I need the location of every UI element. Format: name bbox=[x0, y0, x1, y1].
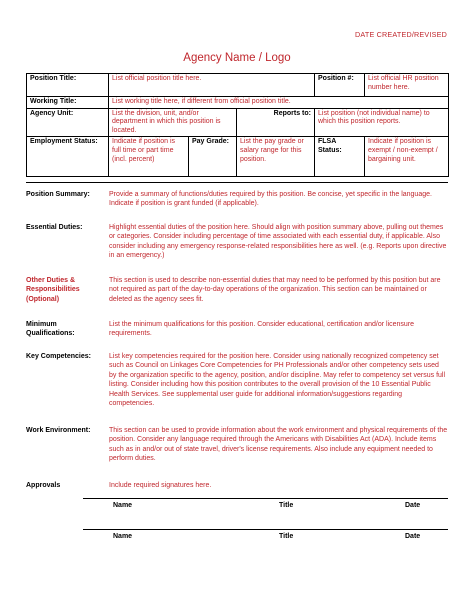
signature-title-label: Title bbox=[279, 533, 294, 540]
signature-name-label: Name bbox=[113, 533, 133, 540]
position-number-value: List official HR position number here. bbox=[365, 74, 449, 97]
minimum-qualifications-label: Minimum Qualifications: bbox=[26, 321, 75, 338]
working-title-value: List working title here, if different from official position title. bbox=[109, 97, 449, 109]
section-divider bbox=[26, 182, 448, 183]
pay-grade-value: List the pay grade or salary range for this position. bbox=[237, 137, 315, 177]
other-duties-text: This section is used to describe non-essential duties that may need to be performed by this position but are not required as part of the day-to-day operations of the organization. This section can be maintained or deleted as the agency sees fit. bbox=[109, 277, 441, 303]
signature-date-label: Date bbox=[405, 533, 421, 540]
position-title-label: Position Title: bbox=[27, 74, 109, 97]
approvals-text: Include required signatures here. bbox=[109, 482, 212, 489]
table-row bbox=[27, 74, 449, 97]
working-title-label: Working Title: bbox=[27, 97, 109, 109]
employment-status-label: Employment Status: bbox=[27, 137, 109, 177]
position-number-label: Position #: bbox=[315, 74, 365, 97]
position-summary-label: Position Summary: bbox=[26, 191, 90, 198]
flsa-status-value: Indicate if position is exempt / non-exempt / bargaining unit. bbox=[365, 137, 449, 177]
approvals-label: Approvals bbox=[26, 482, 61, 489]
position-info-table bbox=[26, 73, 449, 177]
signature-line[interactable] bbox=[83, 498, 448, 499]
work-environment-label: Work Environment: bbox=[26, 427, 91, 434]
pay-grade-label: Pay Grade: bbox=[189, 137, 237, 177]
agency-unit-value: List the division, unit, and/or department in which this position is located. bbox=[109, 108, 237, 137]
agency-name-logo: Agency Name / Logo bbox=[183, 52, 291, 64]
flsa-status-label: FLSA Status: bbox=[315, 137, 365, 177]
reports-to-value: List position (not individual name) to which this position reports. bbox=[315, 108, 449, 137]
reports-to-label: Reports to: bbox=[237, 108, 315, 137]
work-environment-text: This section can be used to provide information about the work environment and physical requirements of the position. Consider any language required through the Americans with Disabilities Act (ADA). Include items such as in and/or out of state travel, driver's license requirements. Also include any equipment needed to perform duties. bbox=[109, 427, 448, 463]
signature-name-label: Name bbox=[113, 502, 133, 509]
table-row bbox=[27, 97, 449, 109]
other-duties-label: Other Duties & Responsibilities (Optional) bbox=[26, 277, 80, 303]
position-title-value: List official position title here. bbox=[109, 74, 315, 97]
essential-duties-label: Essential Duties: bbox=[26, 224, 83, 231]
key-competencies-label: Key Competencies: bbox=[26, 353, 91, 360]
table-row bbox=[27, 108, 449, 137]
employment-status-value: Indicate if position is full time or part time (incl. percent) bbox=[109, 137, 189, 177]
essential-duties-text: Highlight essential duties of the position here. Should align with position summary above, pulling out themes or categories. Consider including percentage of time associated with each essential duty, if applicable. Also consider including any emergency response-related responsibilities here as well. (e.g. Reports upon directive in an emergency.) bbox=[109, 224, 447, 260]
position-summary-text: Provide a summary of functions/duties required by this position. Be concise, yet specific in the language. Indicate if position is grant funded (if applicable). bbox=[109, 191, 432, 208]
table-row bbox=[27, 137, 449, 177]
agency-unit-label: Agency Unit: bbox=[27, 108, 109, 137]
signature-line[interactable] bbox=[83, 529, 448, 530]
key-competencies-text: List key competencies required for the position here. Consider using nationally recognized competency set such as Council on Linkages Core Competencies for PH Professionals and/or other competency sets used by the organization specific to the agency, position, and/or discipline. May refer to competency set versus full listing. Consider including how this position contributes to the overall provision of the 10 Essential Public Health Services. See supplemental user guide for additional information/suggestions regarding competencies. bbox=[109, 353, 446, 408]
minimum-qualifications-text: List the minimum qualifications for this position. Consider educational, certification and/or licensure requirements. bbox=[109, 321, 415, 338]
signature-title-label: Title bbox=[279, 502, 294, 509]
signature-date-label: Date bbox=[405, 502, 421, 509]
date-created-label: DATE CREATED/REVISED bbox=[355, 30, 447, 39]
